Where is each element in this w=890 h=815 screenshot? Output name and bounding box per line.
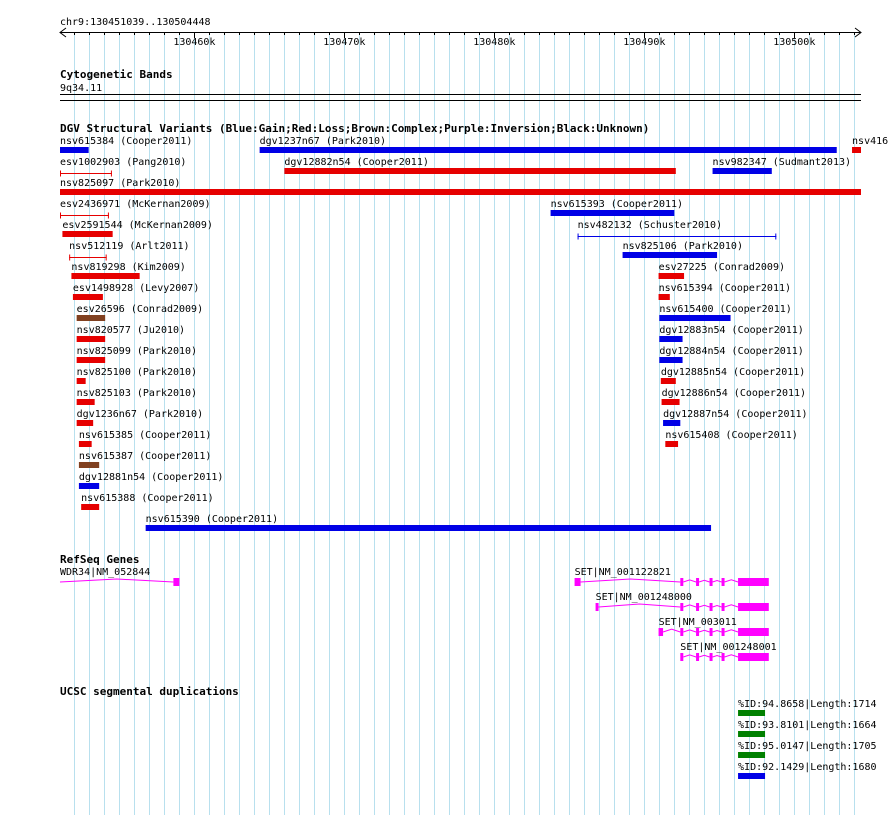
- dgv-feature[interactable]: [79, 430, 211, 447]
- segdup-feature[interactable]: [738, 741, 876, 758]
- dgv-feature[interactable]: [60, 136, 192, 153]
- dgv-feature-label: nsv615394 (Cooper2011): [658, 283, 792, 294]
- dgv-feature-label: nsv825103 (Park2010): [76, 388, 198, 399]
- gene-exon[interactable]: [696, 628, 699, 636]
- dgv-feature-label: nsv482132 (Schuster2010): [577, 220, 723, 231]
- gene-exon[interactable]: [710, 653, 713, 661]
- gene-intron: [725, 580, 738, 582]
- dgv-feature[interactable]: [60, 199, 211, 219]
- gene-label: SET|NM_001248001: [680, 642, 777, 653]
- dgv-feature-bar[interactable]: [60, 189, 861, 195]
- dgv-feature-label: nsv820577 (Ju2010): [76, 325, 186, 336]
- ruler-tick-label: 130490k: [623, 37, 666, 48]
- dgv-feature-label: esv1498928 (Levy2007): [72, 283, 200, 294]
- refseq-genes: [60, 567, 777, 661]
- dgv-feature-bar[interactable]: [73, 294, 103, 300]
- dgv-feature-label: nsv615393 (Cooper2011): [550, 199, 684, 210]
- segdup-label: %ID:95.0147|Length:1705: [738, 741, 877, 752]
- dgv-feature[interactable]: [284, 157, 675, 174]
- gene-exon[interactable]: [173, 578, 179, 586]
- segdup-bar[interactable]: [738, 710, 765, 716]
- dgv-feature-bar[interactable]: [71, 273, 139, 279]
- segdup-bar[interactable]: [738, 773, 765, 779]
- dgv-feature-label: nsv825100 (Park2010): [76, 367, 198, 378]
- ruler-tick-label: 130480k: [473, 37, 516, 48]
- dgv-feature-label: nsv615408 (Cooper2011): [665, 430, 798, 441]
- gene-intron: [599, 604, 681, 607]
- gene-exon[interactable]: [680, 578, 683, 586]
- dgv-feature-bar[interactable]: [852, 147, 861, 153]
- dgv-feature-bar[interactable]: [79, 441, 92, 447]
- dgv-feature[interactable]: [662, 388, 807, 405]
- dgv-feature[interactable]: [79, 451, 211, 468]
- cytoband-track-title[interactable]: Cytogenetic Bands: [60, 68, 173, 81]
- gene-exon[interactable]: [596, 603, 599, 611]
- dgv-feature-bar[interactable]: [659, 294, 670, 300]
- gene-exon[interactable]: [710, 578, 713, 586]
- dgv-feature[interactable]: [661, 367, 806, 384]
- dgv-feature-label: dgv12883n54 (Cooper2011): [659, 325, 804, 336]
- dgv-feature-bar[interactable]: [713, 168, 772, 174]
- gene-exon[interactable]: [738, 653, 769, 661]
- gene-exon[interactable]: [738, 578, 769, 586]
- segdup-label: %ID:93.8101|Length:1664: [738, 720, 877, 731]
- dgv-feature-label: esv26596 (Conrad2009): [76, 304, 204, 315]
- gene-label: SET|NM_001248000: [595, 592, 692, 603]
- dgv-feature-bar[interactable]: [659, 315, 730, 321]
- gene-exon[interactable]: [659, 628, 663, 636]
- dgv-feature-label: dgv12881n54 (Cooper2011): [78, 472, 224, 483]
- dgv-feature[interactable]: [659, 304, 791, 321]
- dgv-feature[interactable]: [146, 514, 711, 531]
- dgv-feature[interactable]: [71, 262, 185, 279]
- gene-exon[interactable]: [575, 578, 581, 586]
- dgv-feature-label: dgv1236n67 (Park2010): [76, 409, 204, 420]
- dgv-feature-label: nsv615384 (Cooper2011): [60, 136, 193, 147]
- ruler-tick-label: 130500k: [773, 37, 816, 48]
- dgv-feature[interactable]: [623, 241, 743, 258]
- region-label: chr9:130451039..130504448: [60, 17, 211, 28]
- gene-intron: [60, 579, 173, 582]
- dgv-feature[interactable]: [659, 346, 804, 363]
- dgv-feature[interactable]: [60, 178, 861, 195]
- dgv-feature-label: nsv615400 (Cooper2011): [659, 304, 792, 315]
- dgv-feature-label: nsv615388 (Cooper2011): [81, 493, 214, 504]
- dgv-feature[interactable]: [665, 430, 797, 447]
- dgv-feature-bar[interactable]: [284, 168, 675, 174]
- segdup-feature[interactable]: [738, 699, 876, 716]
- dgv-feature-label: nsv825097 (Park2010): [60, 178, 181, 189]
- dgv-feature-bar[interactable]: [77, 420, 93, 426]
- segdup-label: %ID:94.8658|Length:1714: [738, 699, 877, 710]
- dgv-feature-label: esv1002903 (Pang2010): [60, 157, 187, 168]
- gene-intron: [713, 631, 722, 632]
- dgv-feature-bar[interactable]: [146, 525, 711, 531]
- refseq-track-title[interactable]: RefSeq Genes: [60, 553, 140, 566]
- dgv-feature-label: nsv825106 (Park2010): [622, 241, 743, 252]
- dgv-features: [60, 136, 888, 531]
- dgv-feature-bar[interactable]: [77, 357, 105, 363]
- dgv-feature-bar[interactable]: [659, 357, 682, 363]
- segdup-track-title[interactable]: UCSC segmental duplications: [60, 685, 239, 698]
- dgv-feature[interactable]: [659, 325, 804, 342]
- dgv-feature-label: nsv982347 (Sudmant2013): [712, 157, 852, 168]
- ruler-tick-label: 130460k: [173, 37, 216, 48]
- segdup-bar[interactable]: [738, 731, 765, 737]
- dgv-track-title[interactable]: DGV Structural Variants (Blue:Gain;Red:Loss;Brown:Complex;Purple:Inversion;Black:Unknown): [60, 122, 650, 135]
- dgv-feature[interactable]: [62, 220, 213, 237]
- dgv-feature-label: esv2436971 (McKernan2009): [60, 199, 211, 210]
- dgv-feature-label: dgv12886n54 (Cooper2011): [661, 388, 807, 399]
- dgv-feature-bar[interactable]: [81, 504, 99, 510]
- gene-exon[interactable]: [738, 628, 769, 636]
- gene-exon[interactable]: [722, 578, 725, 586]
- dgv-feature-bar[interactable]: [551, 210, 675, 216]
- gene-exon[interactable]: [696, 578, 699, 586]
- segdup-label: %ID:92.1429|Length:1680: [738, 762, 877, 773]
- dgv-feature-label: dgv12887n54 (Cooper2011): [663, 409, 808, 420]
- dgv-feature-label: nsv615387 (Cooper2011): [78, 451, 212, 462]
- dgv-feature-bar[interactable]: [77, 378, 86, 384]
- gene-label: SET|NM_001122821: [574, 567, 671, 578]
- dgv-feature-label: nsv512119 (Arlt2011): [69, 241, 190, 252]
- dgv-feature-bar[interactable]: [659, 336, 682, 342]
- dgv-feature-bar[interactable]: [260, 147, 837, 153]
- dgv-feature-bar[interactable]: [662, 399, 680, 405]
- dgv-feature-bar[interactable]: [77, 399, 95, 405]
- dgv-feature-bar[interactable]: [77, 336, 105, 342]
- gene-exon[interactable]: [680, 603, 683, 611]
- dgv-feature-label: nsv819298 (Kim2009): [71, 262, 186, 273]
- gene-intron: [663, 629, 680, 632]
- dgv-feature[interactable]: [79, 472, 224, 489]
- dgv-feature[interactable]: [77, 304, 203, 321]
- gene-intron: [581, 579, 681, 582]
- dgv-feature[interactable]: [852, 136, 888, 153]
- refseq-gene[interactable]: [680, 642, 776, 661]
- dgv-feature-label: nsv615385 (Cooper2011): [78, 430, 212, 441]
- dgv-feature-label: esv2591544 (McKernan2009): [62, 220, 213, 231]
- segdup-features: [738, 699, 876, 779]
- segdup-bar[interactable]: [738, 752, 765, 758]
- dgv-feature[interactable]: [551, 199, 683, 216]
- dgv-feature-label: nsv825099 (Park2010): [76, 346, 198, 357]
- dgv-feature[interactable]: [659, 283, 791, 300]
- dgv-feature-bar[interactable]: [659, 273, 684, 279]
- gene-label: WDR34|NM_052844: [60, 567, 151, 578]
- dgv-feature-label: nsv615390 (Cooper2011): [145, 514, 279, 525]
- dgv-feature[interactable]: [73, 283, 199, 300]
- gene-exon[interactable]: [738, 603, 769, 611]
- gene-intron: [725, 605, 738, 607]
- dgv-feature-label: dgv12884n54 (Cooper2011): [659, 346, 804, 357]
- dgv-feature-bar[interactable]: [79, 483, 99, 489]
- dgv-feature[interactable]: [578, 220, 777, 240]
- gene-intron: [725, 655, 738, 657]
- dgv-feature-bar[interactable]: [62, 231, 112, 237]
- gene-exon[interactable]: [710, 603, 713, 611]
- gene-label: SET|NM_003011: [658, 617, 737, 628]
- segdup-feature[interactable]: [738, 762, 876, 779]
- dgv-feature-bar[interactable]: [60, 147, 89, 153]
- refseq-gene[interactable]: [575, 567, 769, 586]
- ruler-tick-label: 130470k: [323, 37, 366, 48]
- gene-exon[interactable]: [722, 628, 725, 636]
- dgv-feature-bar[interactable]: [79, 462, 99, 468]
- dgv-feature-label: nsv416: [852, 136, 889, 147]
- segdup-feature[interactable]: [738, 720, 876, 737]
- dgv-feature-bar[interactable]: [77, 315, 105, 321]
- gene-exon[interactable]: [696, 653, 699, 661]
- gene-exon[interactable]: [680, 653, 683, 661]
- dgv-feature-label: dgv1237n67 (Park2010): [259, 136, 387, 147]
- ruler: [60, 28, 861, 48]
- dgv-feature[interactable]: [77, 325, 185, 342]
- refseq-gene[interactable]: [659, 617, 769, 636]
- gene-intron: [725, 630, 738, 632]
- gene-exon[interactable]: [722, 653, 725, 661]
- dgv-feature[interactable]: [69, 241, 189, 261]
- gene-exon[interactable]: [680, 628, 683, 636]
- dgv-feature[interactable]: [260, 136, 837, 153]
- dgv-feature-label: dgv12885n54 (Cooper2011): [660, 367, 806, 378]
- gene-intron: [713, 606, 722, 607]
- gene-exon[interactable]: [722, 603, 725, 611]
- dgv-feature-bar[interactable]: [663, 420, 680, 426]
- dgv-feature[interactable]: [81, 493, 213, 510]
- dgv-feature-bar[interactable]: [665, 441, 678, 447]
- dgv-feature-label: dgv12882n54 (Cooper2011): [284, 157, 429, 168]
- dgv-feature[interactable]: [713, 157, 851, 174]
- dgv-feature-bar[interactable]: [661, 378, 676, 384]
- cytoband-label: 9q34.11: [60, 83, 103, 94]
- gene-intron: [713, 656, 722, 657]
- gene-intron: [713, 581, 722, 582]
- gene-exon[interactable]: [710, 628, 713, 636]
- gene-exon[interactable]: [696, 603, 699, 611]
- dgv-feature-label: esv27225 (Conrad2009): [658, 262, 786, 273]
- refseq-gene[interactable]: [596, 592, 769, 611]
- dgv-feature[interactable]: [77, 409, 203, 426]
- dgv-feature[interactable]: [663, 409, 808, 426]
- dgv-feature[interactable]: [659, 262, 785, 279]
- dgv-feature[interactable]: [60, 157, 186, 177]
- dgv-feature-bar[interactable]: [623, 252, 717, 258]
